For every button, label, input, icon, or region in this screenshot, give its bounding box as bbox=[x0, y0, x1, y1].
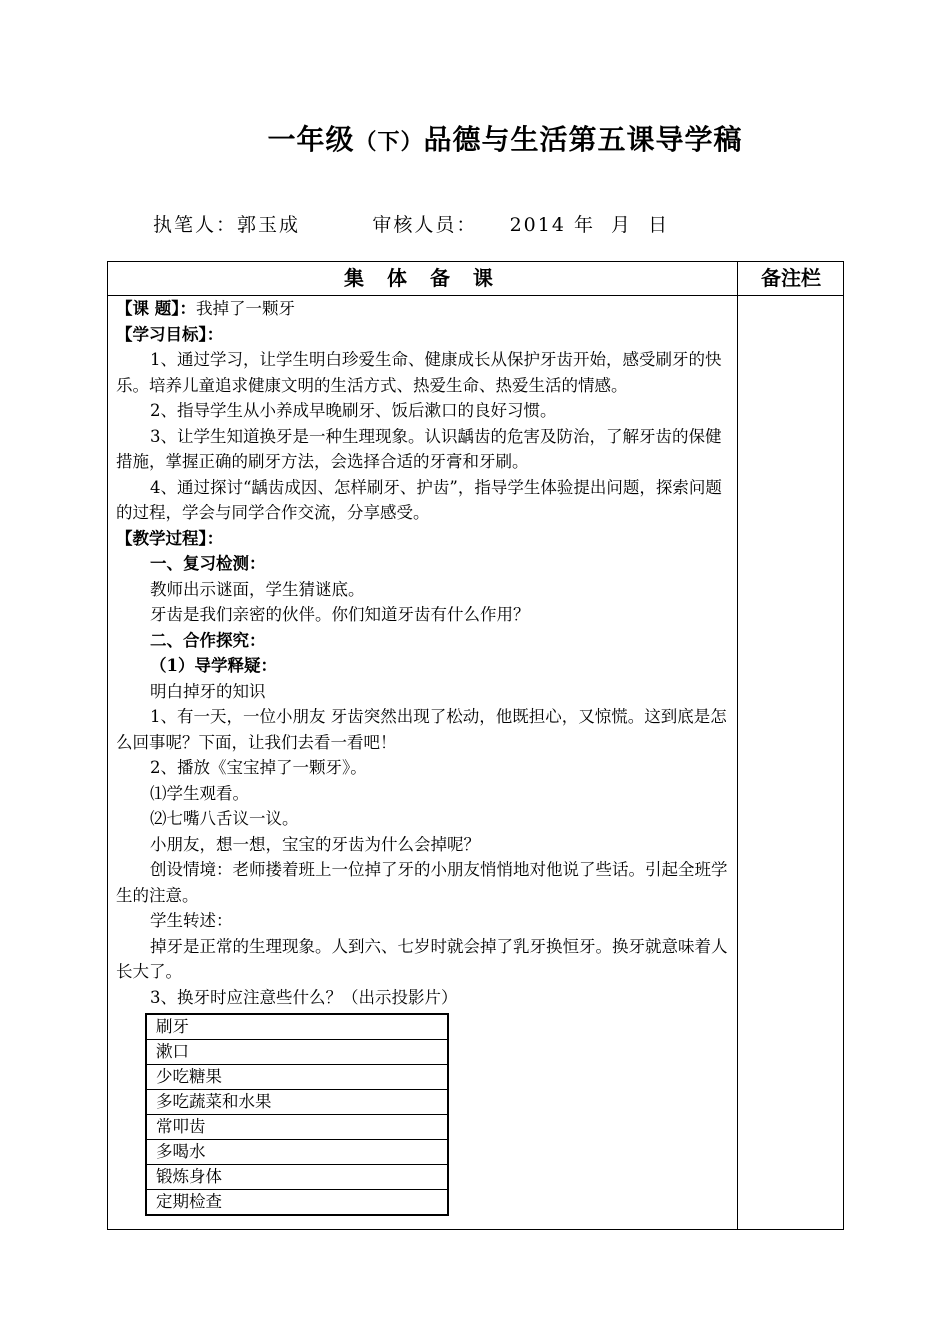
goal-3: 3、让学生知道换牙是一种生理现象。认识龋齿的危害及防治，了解牙齿的保健措施，掌握正确的刷牙方法，会选择合适的牙膏和牙刷。 bbox=[116, 426, 722, 471]
paragraph: 学生转述： bbox=[150, 911, 233, 930]
paragraph: ⑴学生观看。 bbox=[150, 783, 249, 803]
paragraph: 1、有一天，一位小朋友 牙齿突然出现了松动，他既担心，又惊慌。这到底是怎么回事呢？下面，让我们去看一看吧！ bbox=[116, 707, 727, 752]
lesson-content bbox=[116, 296, 731, 1216]
goal-2: 2、指导学生从小养成早晚刷牙、饭后漱口的良好习惯。 bbox=[150, 401, 557, 420]
tip-cell: 多吃蔬菜和水果 bbox=[146, 1090, 448, 1115]
tip-cell: 少吃糖果 bbox=[146, 1065, 448, 1090]
tip-cell: 锻炼身体 bbox=[146, 1165, 448, 1190]
goals-label: 【学习目标】： bbox=[116, 324, 224, 344]
topic-line bbox=[116, 296, 731, 322]
author-label: 执笔人： bbox=[153, 214, 238, 236]
tips-table bbox=[145, 1013, 449, 1216]
subsection-guided: （1）导学释疑： bbox=[150, 656, 277, 675]
title-term: （下） bbox=[354, 129, 424, 155]
paragraph: 牙齿是我们亲密的伙伴。你们知道牙齿有什么作用？ bbox=[150, 605, 530, 624]
paragraph: ⑵七嘴八舌议一议。 bbox=[150, 809, 299, 828]
section-review: 一、复习检测： bbox=[150, 554, 266, 573]
header-notes: 备注栏 bbox=[761, 266, 821, 290]
author-line bbox=[153, 210, 669, 237]
topic-label: 【课 题】： bbox=[116, 299, 196, 318]
section-explore: 二、合作探究： bbox=[150, 630, 266, 650]
paragraph: 2、播放《宝宝掉了一颗牙》。 bbox=[150, 758, 367, 777]
tip-cell: 刷牙 bbox=[146, 1014, 448, 1040]
paragraph: 创设情境：老师搂着班上一位掉了牙的小朋友悄悄地对他说了些话。引起全班学生的注意。 bbox=[116, 860, 728, 905]
topic-text: 我掉了一颗牙 bbox=[196, 299, 295, 318]
tip-cell: 定期检查 bbox=[146, 1190, 448, 1216]
goal-4: 4、通过探讨“龋齿成因、怎样刷牙、护齿”，指导学生体验提出问题，探索问题的过程，学会与同学合作交流，分享感受。 bbox=[116, 477, 722, 522]
paragraph: 教师出示谜面，学生猜谜底。 bbox=[150, 579, 365, 599]
paragraph: 掉牙是正常的生理现象。人到六、七岁时就会掉了乳牙换恒牙。换牙就意味着人长大了。 bbox=[116, 936, 728, 981]
column-divider bbox=[737, 262, 738, 1229]
title-main: 品德与生活第五课导学稿 bbox=[423, 123, 743, 156]
process-label: 【教学过程】： bbox=[116, 528, 224, 548]
page-title bbox=[0, 118, 950, 158]
tip-cell: 常叩齿 bbox=[146, 1115, 448, 1140]
lesson-plan-table bbox=[107, 261, 844, 1230]
header-collective-prep: 集 体 备 课 bbox=[344, 266, 501, 290]
paragraph: 小朋友，想一想，宝宝的牙齿为什么会掉呢？ bbox=[150, 834, 480, 854]
title-grade: 一年级 bbox=[267, 123, 355, 156]
paragraph: 3、换牙时应注意些什么？（出示投影片） bbox=[150, 987, 458, 1007]
tip-cell: 多喝水 bbox=[146, 1140, 448, 1165]
author-name: 郭玉成 bbox=[237, 214, 301, 236]
paragraph: 明白掉牙的知识 bbox=[150, 681, 266, 701]
tip-cell: 漱口 bbox=[146, 1040, 448, 1065]
goal-1: 1、通过学习，让学生明白珍爱生命、健康成长从保护牙齿开始，感受刷牙的快乐。培养儿童追求健康文明的生活方式、热爱生命、热爱生活的情感。 bbox=[116, 350, 722, 395]
date-field: 2014 年 月 日 bbox=[509, 214, 670, 236]
reviewer-label: 审核人员： bbox=[372, 214, 478, 236]
